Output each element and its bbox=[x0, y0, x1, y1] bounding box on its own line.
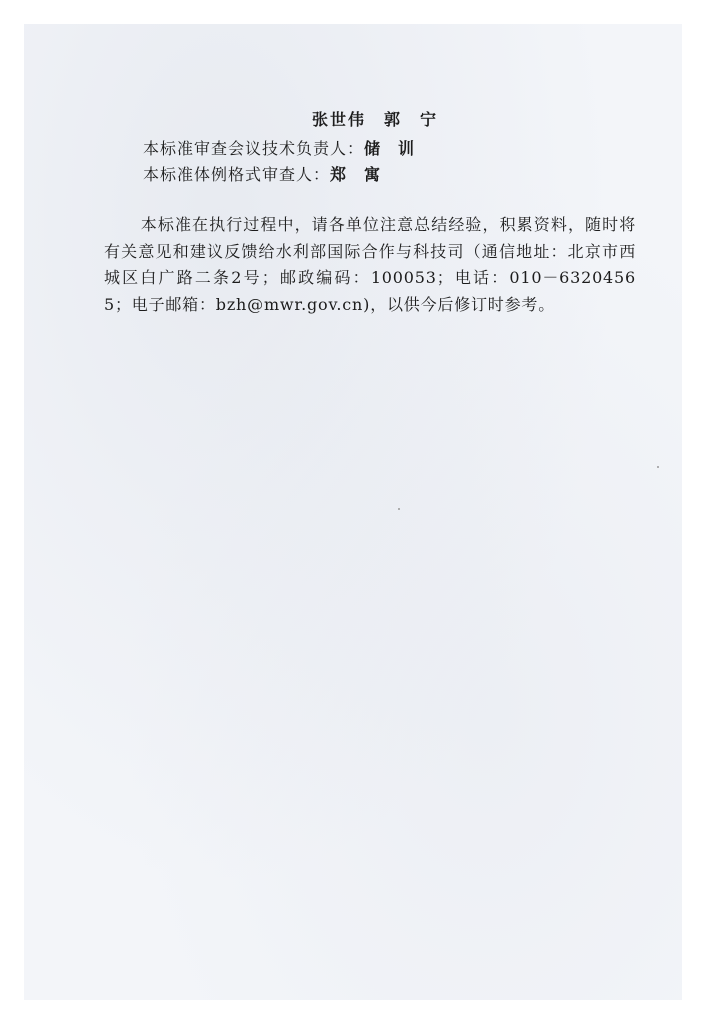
format-reviewer-label: 本标准体例格式审查人： bbox=[143, 165, 331, 184]
speck bbox=[398, 508, 400, 510]
format-reviewer-line bbox=[143, 162, 381, 185]
format-reviewer-name: 郑 寓 bbox=[330, 165, 382, 184]
tech-lead-line bbox=[143, 136, 415, 159]
tech-lead-name: 储 训 bbox=[364, 139, 416, 158]
reviewers-names: 张世伟 郭 宁 bbox=[312, 110, 439, 129]
speck bbox=[657, 466, 659, 468]
notice-paragraph: 本标准在执行过程中，请各单位注意总结经验，积累资料，随时将有关意见和建议反馈给水利部国际合作与科技司（通信地址：北京市西城区白广路二条2号；邮政编码：100053；电话：010－63204565；电子邮箱：bzh@mwr.gov.cn)，以供今后修订时参考。 bbox=[104, 215, 636, 314]
tech-lead-label: 本标准审查会议技术负责人： bbox=[143, 139, 365, 158]
